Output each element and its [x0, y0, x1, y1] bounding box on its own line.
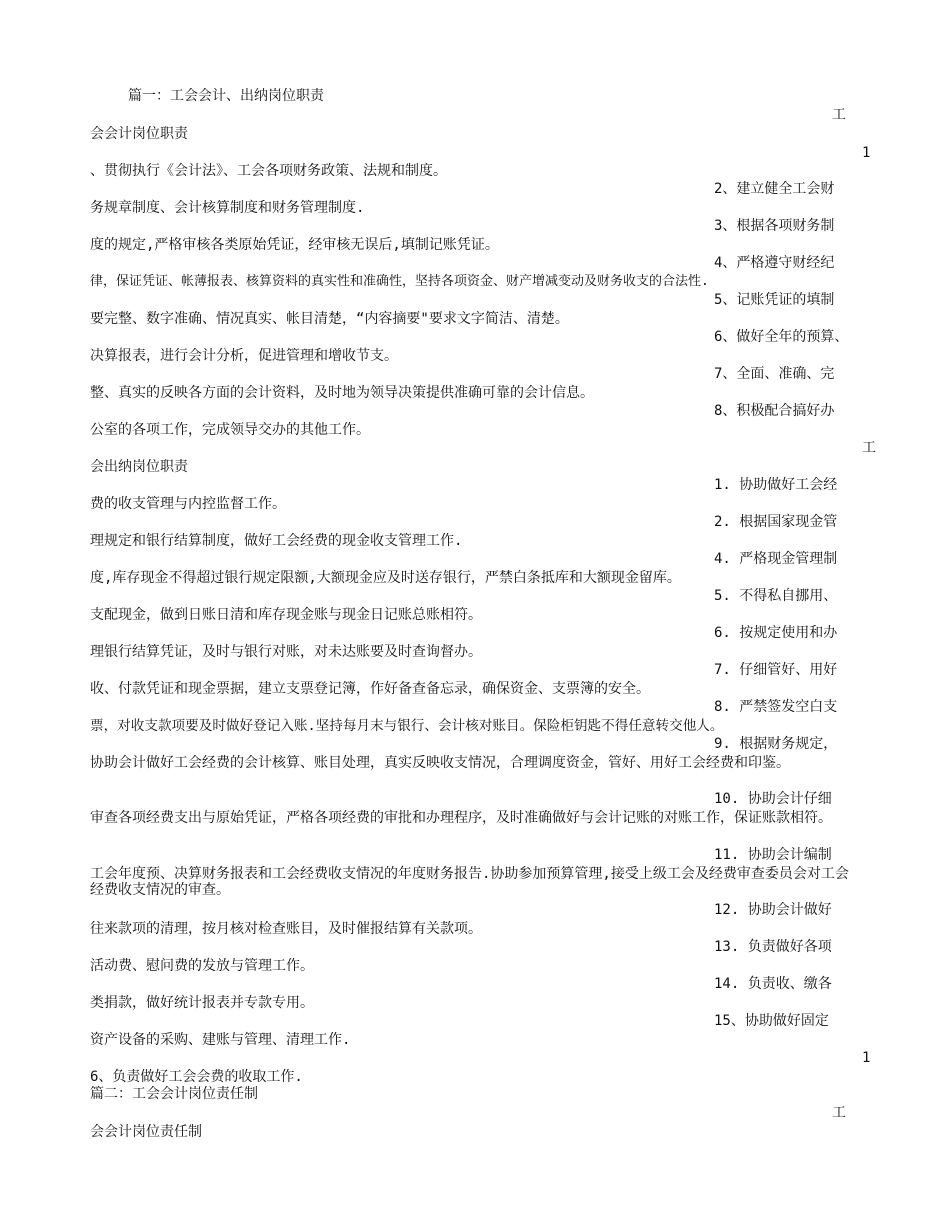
- margin-mark: 1: [862, 1050, 871, 1066]
- margin-mark: 工: [862, 440, 876, 456]
- duty-number: 13. 负责做好各项: [714, 939, 832, 955]
- subsection-heading: 会会计岗位职责: [90, 126, 188, 142]
- duty-number: 7、全面、准确、完: [714, 366, 835, 382]
- duty-text: 务规章制度、会计核算制度和财务管理制度.: [90, 200, 365, 216]
- duty-text: 6、负责做好工会会费的收取工作.: [90, 1069, 303, 1085]
- duty-text: 要完整、数字准确、情况真实、帐目清楚，“内容摘要"要求文字简洁、清楚。: [90, 311, 569, 327]
- duty-number: 3、根据各项财务制: [714, 218, 835, 234]
- duty-number: 8. 严禁签发空白支: [714, 699, 838, 715]
- margin-mark: 工: [832, 107, 846, 123]
- duty-text: 整、真实的反映各方面的会计资料，及时地为领导决策提供准确可靠的会计信息。: [90, 385, 594, 401]
- duty-number: 2. 根据国家现金管: [714, 514, 838, 530]
- duty-text: 度的规定,严格审核各类原始凭证，经审核无误后,填制记账凭证。: [90, 237, 499, 253]
- duty-number: 9. 根据财务规定，: [714, 736, 838, 752]
- duty-text: 律，保证凭证、帐薄报表、核算资料的真实性和准确性，坚持各项资金、财产增减变动及财务收支的合法性.: [90, 274, 709, 289]
- section-title: 篇二：工会会计岗位责任制: [90, 1086, 258, 1102]
- duty-number: 5、记账凭证的填制: [714, 292, 835, 308]
- duty-text: 理银行结算凭证，及时与银行对账，对未达账要及时查询督办。: [90, 644, 482, 660]
- duty-text: 资产设备的采购、建账与管理、清理工作.: [90, 1032, 351, 1048]
- margin-mark: 1: [862, 145, 871, 161]
- duty-text: 公室的各项工作，完成领导交办的其他工作。: [90, 422, 370, 438]
- section-title: 篇一：工会会计、出纳岗位职责: [128, 88, 324, 104]
- duty-text: 工会年度预、决算财务报表和工会经费收支情况的年度财务报告.协助参加预算管理,接受上级工会及经费审查委员会对工会经费收支情况的审查。: [90, 866, 849, 898]
- duty-number: 15、协助做好固定: [714, 1013, 829, 1029]
- duty-number: 4. 严格现金管理制: [714, 551, 838, 567]
- duty-text: 审查各项经费支出与原始凭证，严格各项经费的审批和办理程序，及时准确做好与会计记账的对账工作，保证账款相符。: [90, 810, 832, 826]
- duty-number: 8、积极配合搞好办: [714, 403, 835, 419]
- subsection-heading: 会会计岗位责任制: [90, 1124, 202, 1140]
- duty-text: 活动费、慰问费的发放与管理工作。: [90, 958, 314, 974]
- duty-number: 12. 协助会计做好: [714, 902, 832, 918]
- duty-text: 支配现金，做到日账日清和库存现金账与现金日记账总账相符。: [90, 607, 482, 623]
- duty-number: 1. 协助做好工会经: [714, 477, 838, 493]
- subsection-heading: 会出纳岗位职责: [90, 459, 188, 475]
- margin-mark: 工: [832, 1105, 846, 1121]
- duty-number: 10. 协助会计仔细: [714, 791, 832, 807]
- duty-number: 6、做好全年的预算、: [714, 329, 849, 345]
- duty-text: 协助会计做好工会经费的会计核算、账目处理，真实反映收支情况，合理调度资金，管好、用好工会经费和印鉴。: [90, 755, 790, 771]
- duty-text: 理规定和银行结算制度，做好工会经费的现金收支管理工作.: [90, 533, 463, 549]
- duty-number: 5. 不得私自挪用、: [714, 588, 838, 604]
- duty-text: 度,库存现金不得超过银行规定限额,大额现金应及时送存银行，严禁白条抵库和大额现金留库。: [90, 570, 681, 586]
- duty-number: 11. 协助会计编制: [714, 847, 832, 863]
- duty-text: 收、付款凭证和现金票据，建立支票登记簿，作好备查备忘录，确保资金、支票簿的安全。: [90, 681, 650, 697]
- duty-text: 类捐款，做好统计报表并专款专用。: [90, 995, 314, 1011]
- duty-text: 决算报表，进行会计分析，促进管理和增收节支。: [90, 348, 398, 364]
- duty-text: 、贯彻执行《会计法》、工会各项财务政策、法规和制度。: [90, 163, 447, 179]
- duty-text: 费的收支管理与内控监督工作。: [90, 496, 286, 512]
- duty-number: 2、建立健全工会财: [714, 181, 835, 197]
- duty-number: 6. 按规定使用和办: [714, 625, 838, 641]
- duty-text: 往来款项的清理，按月核对检查账目，及时催报结算有关款项。: [90, 921, 482, 937]
- duty-number: 4、严格遵守财经纪: [714, 255, 835, 271]
- duty-number: 7. 仔细管好、用好: [714, 662, 838, 678]
- duty-text: 票，对收支款项要及时做好登记入账.坚持每月末与银行、会计核对账目。保险柜钥匙不得任意转交他人。: [90, 718, 724, 734]
- duty-number: 14. 负责收、缴各: [714, 976, 832, 992]
